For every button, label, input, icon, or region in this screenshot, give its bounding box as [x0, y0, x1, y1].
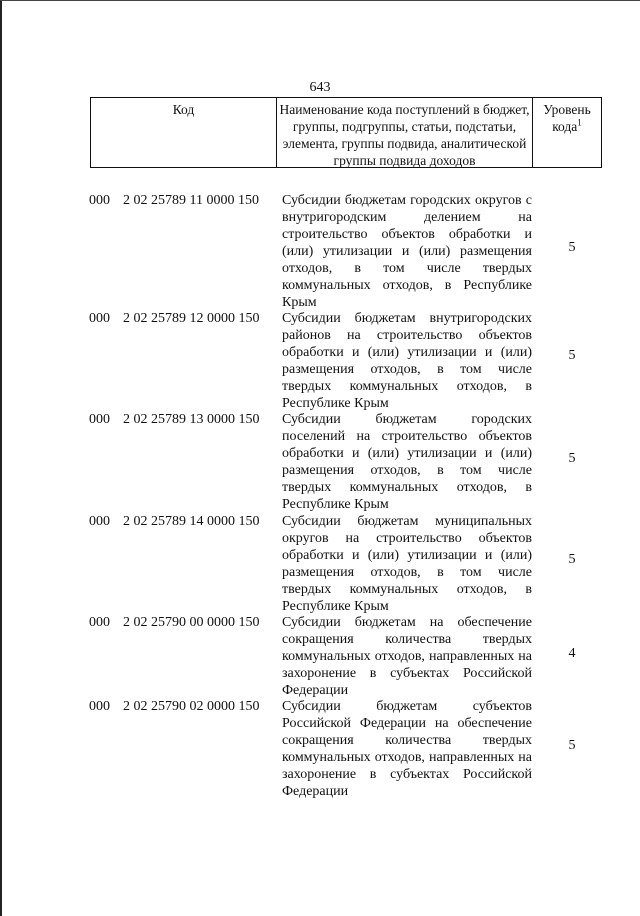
code-level: 5 — [568, 451, 576, 466]
income-name: Субсидии бюджетам на обеспечение сокращения количества твердых коммунальных отходов, направленных на захоронение в субъектах Российской Федерации — [282, 615, 532, 698]
income-name: Субсидии бюджетам муниципальных округов на строительство объектов обработки и (или) утилизации и (или) размещения отходов, в том числе твердых коммунальных отходов, в Республике Крым — [282, 514, 532, 614]
header-level-label: Уровень кода — [543, 102, 591, 134]
income-name: Субсидии бюджетам городских поселений на строительство объектов обработки и (или) утилизации и (или) размещения отходов, в том числе твердых коммунальных отходов, в Республике Крым — [282, 412, 532, 512]
header-code: Код — [172, 102, 195, 117]
code-level: 5 — [568, 738, 576, 753]
admin-code: 000 — [89, 699, 110, 714]
income-name: Субсидии бюджетам городских округов с внутригородским делением на строительство объектов обработки и (или) утилизации и (или) размещения отходов, в том числе твердых коммунальных отходов, в Республике Крым — [282, 193, 532, 310]
admin-code: 000 — [89, 514, 110, 529]
table-header — [90, 97, 602, 168]
admin-code: 000 — [89, 412, 110, 427]
code-level: 4 — [568, 646, 576, 661]
header-level-footnote: 1 — [577, 117, 582, 128]
admin-code: 000 — [89, 193, 110, 208]
scan-edge-left — [0, 0, 2, 916]
income-code: 2 02 25790 02 0000 150 — [123, 699, 260, 714]
code-level: 5 — [568, 240, 576, 255]
admin-code: 000 — [89, 615, 110, 630]
admin-code: 000 — [89, 311, 110, 326]
income-code: 2 02 25790 00 0000 150 — [123, 615, 260, 630]
income-code: 2 02 25789 13 0000 150 — [123, 412, 260, 427]
income-name: Субсидии бюджетам субъектов Российской Федерации на обеспечение сокращения количества твердых коммунальных отходов, направленных на захоронение в субъектах Российской Федерации — [282, 699, 532, 799]
income-code: 2 02 25789 12 0000 150 — [123, 311, 260, 326]
income-code: 2 02 25789 14 0000 150 — [123, 514, 260, 529]
scan-edge-top — [0, 0, 640, 1]
header-level — [532, 98, 601, 167]
income-code: 2 02 25789 11 0000 150 — [123, 193, 259, 208]
code-level: 5 — [568, 552, 576, 567]
header-name: Наименование кода поступлений в бюджет, группы, подгруппы, статьи, подстатьи, элемента, группы подвида, аналитической группы подвида доходов — [276, 98, 532, 167]
code-level: 5 — [568, 348, 576, 363]
page-number: 643 — [309, 80, 331, 95]
income-name: Субсидии бюджетам внутригородских районов на строительство объектов обработки и (или) утилизации и (или) размещения отходов, в том числе твердых коммунальных отходов, в Республике Крым — [282, 311, 532, 411]
